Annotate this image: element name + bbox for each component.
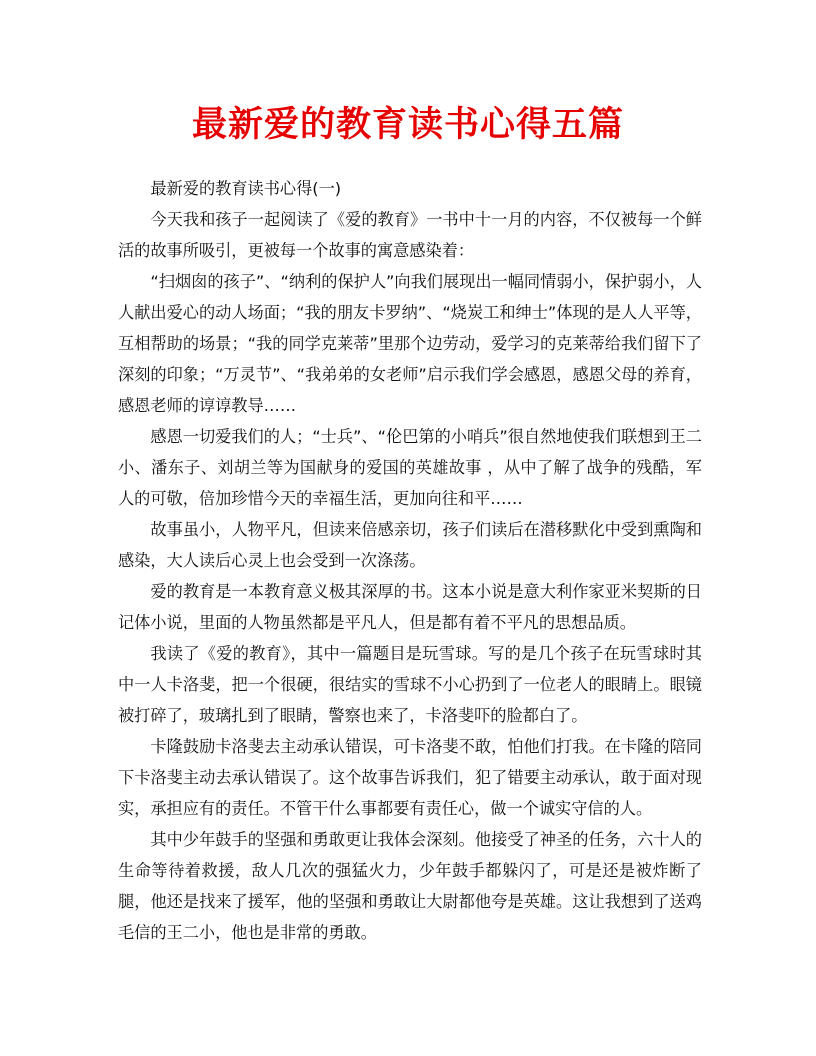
paragraph: 爱的教育是一本教育意义极其深厚的书。这本小说是意大利作家亚米契斯的日记体小说，里面的人物虽然都是平凡人，但是都有着不平凡的思想品质。 xyxy=(118,582,702,632)
document-title: 最新爱的教育读书心得五篇 xyxy=(191,104,624,145)
paragraph: 其中少年鼓手的坚强和勇敢更让我体会深刻。他接受了神圣的任务，六十人的生命等待着救援，敌人几次的强猛火力，少年鼓手都躲闪了，可是还是被炸断了腿，他还是找来了援军，他的坚强和勇敢让大尉都他夸是英雄。这让我想到了送鸡毛信的王二小，他也是非常的勇敢。 xyxy=(118,830,702,942)
section-heading: 最新爱的教育读书心得(一) xyxy=(150,179,342,198)
paragraph: 我读了《爱的教育》，其中一篇题目是玩雪球。写的是几个孩子在玩雪球时其中一人卡洛斐，把一个很硬，很结实的雪球不小心扔到了一位老人的眼睛上。眼镜被打碎了，玻璃扎到了眼睛，警察也来了，卡洛斐吓的脸都白了。 xyxy=(118,644,702,725)
paragraph: “扫烟囱的孩子”、“纳利的保护人”向我们展现出一幅同情弱小，保护弱小，人人献出爱心的动人场面；“我的朋友卡罗纳”、“烧炭工和绅士”体现的是人人平等，互相帮助的场景；“我的同学克莱蒂”里那个边劳动，爱学习的克莱蒂给我们留下了深刻的印象；“万灵节”、“我弟弟的女老师”启示我们学会感恩，感恩父母的养育，感恩老师的谆谆教导…… xyxy=(118,272,702,415)
paragraph: 故事虽小，人物平凡，但读来倍感亲切，孩子们读后在潜移默化中受到熏陶和感染，大人读后心灵上也会受到一次涤荡。 xyxy=(118,520,702,570)
paragraph: 卡隆鼓励卡洛斐去主动承认错误，可卡洛斐不敢，怕他们打我。在卡隆的陪同下卡洛斐主动去承认错误了。这个故事告诉我们，犯了错要主动承认，敢于面对现实，承担应有的责任。不管干什么事都要有责任心，做一个诚实守信的人。 xyxy=(118,737,702,818)
document-body xyxy=(118,173,702,948)
paragraph: 今天我和孩子一起阅读了《爱的教育》一书中十一月的内容，不仅被每一个鲜活的故事所吸引，更被每一个故事的寓意感染着： xyxy=(118,210,702,260)
paragraph: 感恩一切爱我们的人；“士兵”、“伦巴第的小哨兵”很自然地使我们联想到王二小、潘东子、刘胡兰等为国献身的爱国的英雄故事 ，从中了解了战争的残酷，军人的可敬，倍加珍惜今天的幸福生活，更加向往和平…… xyxy=(118,427,702,508)
